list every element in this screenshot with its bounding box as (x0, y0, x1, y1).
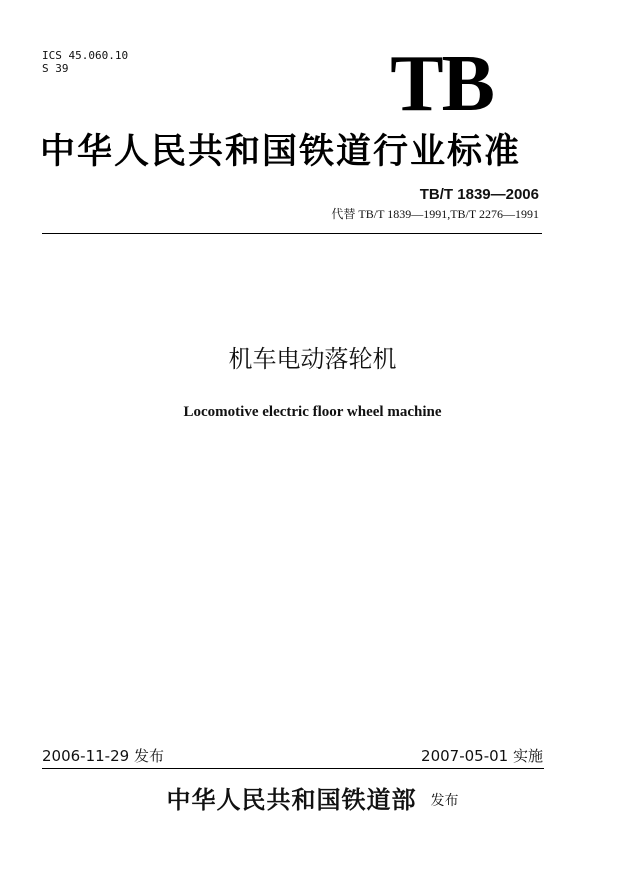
document-title-english: Locomotive electric floor wheel machine (183, 404, 442, 420)
classification-codes (42, 49, 128, 75)
ccs-code: S 39 (42, 62, 69, 75)
issuer-name: 中华人民共和国铁道部 (166, 785, 417, 814)
replaces-note: 代替 TB/T 1839—1991,TB/T 2276—1991 (331, 207, 539, 221)
organization-title: 中华人民共和国铁道行业标准 (40, 131, 522, 172)
header-divider (42, 233, 542, 234)
ics-code: ICS 45.060.10 (42, 49, 129, 62)
tb-logo: TB (390, 40, 493, 128)
document-title-chinese: 机车电动落轮机 (228, 345, 397, 373)
publish-label: 发布 (430, 793, 459, 809)
issue-date: 2006-11-29 发布 (42, 747, 164, 765)
footer-divider (42, 768, 544, 769)
implementation-date: 2007-05-01 实施 (421, 747, 543, 765)
issuer-line (0, 783, 625, 817)
standard-number: TB/T 1839—2006 (419, 186, 539, 203)
